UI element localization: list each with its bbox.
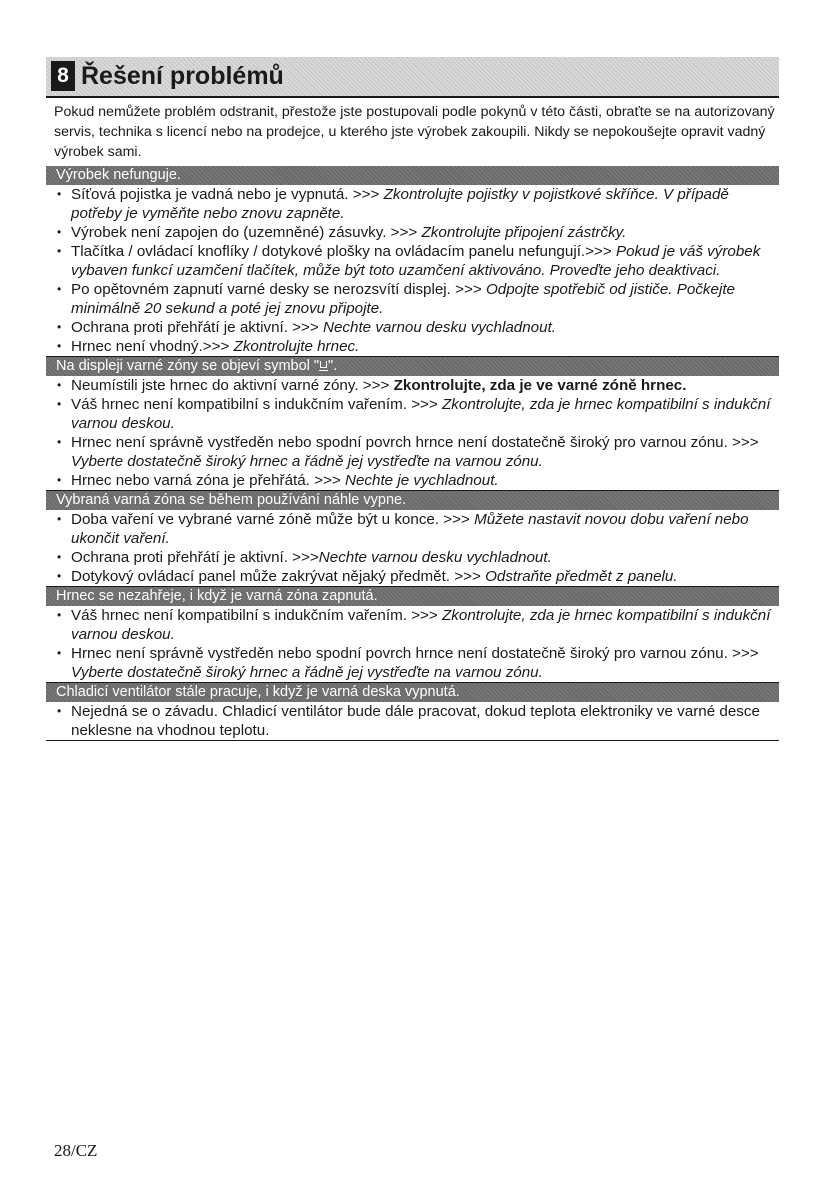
section-cooling-fan [46, 683, 779, 741]
cause-text: Hrnec není vhodný.>>> [71, 338, 234, 355]
section-heading: Hrnec se nezahřeje, i když je varná zóna zapnutá. [46, 587, 779, 606]
item-list [46, 510, 779, 587]
section-symbol-on-display [46, 357, 779, 491]
pot-symbol-icon [319, 360, 328, 371]
chapter-number-badge: 8 [51, 61, 75, 91]
list-item [46, 471, 779, 491]
solution-text: Zkontrolujte hrnec. [233, 338, 360, 355]
list-item [46, 510, 779, 548]
list-item [46, 567, 779, 587]
list-item [46, 376, 779, 395]
cause-text: Hrnec není správně vystředěn nebo spodní povrch hrnce není dostatečně široký pro varnou zónu. >>> [71, 645, 759, 662]
solution-text: Zkontrolujte, zda je hrnec kompatibilní s indukční varnou deskou. [71, 396, 771, 432]
cause-text: Neumístili jste hrnec do aktivní varné zóny. >>> [71, 377, 394, 394]
cause-text: Doba vaření ve vybrané varné zóně může být u konce. >>> [71, 511, 475, 528]
section-heading: Vybraná varná zóna se během používání náhle vypne. [46, 491, 779, 510]
cause-text: Dotykový ovládací panel může zakrývat nějaký předmět. >>> [71, 568, 486, 585]
item-list [46, 376, 779, 491]
list-item [46, 606, 779, 644]
item-list [46, 606, 779, 683]
chapter-header [46, 57, 779, 98]
solution-text: Zkontrolujte připojení zástrčky. [421, 224, 627, 241]
cause-text: Hrnec není správně vystředěn nebo spodní povrch hrnce není dostatečně široký pro varnou zónu. >>> [71, 434, 759, 451]
section-heading: Výrobek nefunguje. [46, 166, 779, 185]
list-item [46, 318, 779, 337]
solution-text: Zkontrolujte pojistky v pojistkové skříňce. V případě potřeby je vyměňte nebo znovu zapněte. [71, 186, 729, 222]
section-zone-switches-off [46, 491, 779, 587]
list-item [46, 433, 779, 471]
cause-text: Hrnec nebo varná zóna je přehřátá. >>> [71, 472, 345, 489]
cause-text: Výrobek není zapojen do (uzemněné) zásuvky. >>> [71, 224, 422, 241]
section-product-not-working [46, 166, 779, 357]
cause-text: Váš hrnec není kompatibilní s indukčním vařením. >>> [71, 396, 443, 413]
list-item [46, 185, 779, 223]
cause-text: Tlačítka / ovládací knoflíky / dotykové plošky na ovládacím panelu nefungují.>>> [71, 243, 616, 260]
solution-text: Zkontrolujte, zda je ve varné zóně hrnec. [393, 377, 687, 394]
solution-text: Nechte je vychladnout. [344, 472, 499, 489]
section-heading [46, 357, 779, 376]
cause-text: Ochrana proti přehřátí je aktivní. >>> [71, 549, 319, 566]
troubleshooting-list [46, 166, 779, 741]
list-item [46, 395, 779, 433]
list-item [46, 702, 779, 741]
item-list [46, 185, 779, 357]
section-heading-text: Na displeji varné zóny se objeví symbol " [56, 358, 320, 374]
section-pot-not-heating [46, 587, 779, 683]
solution-text: Pokud je váš výrobek vybaven funkcí uzamčení tlačítek, může být toto uzamčení aktivováno. Proveďte jeho deaktivaci. [71, 243, 761, 279]
solution-text: Odstraňte předmět z panelu. [485, 568, 678, 585]
cause-text: Nejedná se o závadu. Chladicí ventilátor bude dále pracovat, dokud teplota elektroniky ve varné desce neklesne na vhodnou teplotu. [71, 703, 760, 739]
list-item [46, 644, 779, 683]
intro-paragraph: Pokud nemůžete problém odstranit, přestože jste postupovali podle pokynů v této části, obraťte se na autorizovaný servis, technika s licencí nebo na prodejce, u kterého jste výrobek zakoupili. Nikdy se nepokoušejte opravit vadný výrobek sami. [54, 104, 775, 160]
section-heading: Chladicí ventilátor stále pracuje, i když je varná deska vypnutá. [46, 683, 779, 702]
solution-text: Vyberte dostatečně široký hrnec a řádně jej vystřeďte na varnou zónu. [71, 664, 543, 681]
solution-text: Zkontrolujte, zda je hrnec kompatibilní s indukční varnou deskou. [71, 607, 771, 643]
cause-text: Váš hrnec není kompatibilní s indukčním vařením. >>> [71, 607, 443, 624]
solution-text: Vyberte dostatečně široký hrnec a řádně jej vystřeďte na varnou zónu. [71, 453, 543, 470]
page-title: Řešení problémů [81, 62, 284, 90]
list-item [46, 548, 779, 567]
cause-text: Ochrana proti přehřátí je aktivní. >>> [71, 319, 323, 336]
cause-text: Po opětovném zapnutí varné desky se nerozsvítí displej. >>> [71, 281, 486, 298]
solution-text: Nechte varnou desku vychladnout. [318, 549, 552, 566]
list-item [46, 337, 779, 357]
solution-text: Odpojte spotřebič od jističe. Počkejte minimálně 20 sekund a poté jej znovu připojte. [71, 281, 735, 317]
list-item [46, 223, 779, 242]
cause-text: Síťová pojistka je vadná nebo je vypnutá. >>> [71, 186, 384, 203]
item-list [46, 702, 779, 741]
section-heading-text-end: ". [328, 358, 338, 374]
page-number: 28/CZ [54, 1141, 98, 1160]
list-item [46, 242, 779, 280]
list-item [46, 280, 779, 318]
solution-text: Nechte varnou desku vychladnout. [323, 319, 557, 336]
solution-text: Můžete nastavit novou dobu vaření nebo ukončit vaření. [71, 511, 749, 547]
